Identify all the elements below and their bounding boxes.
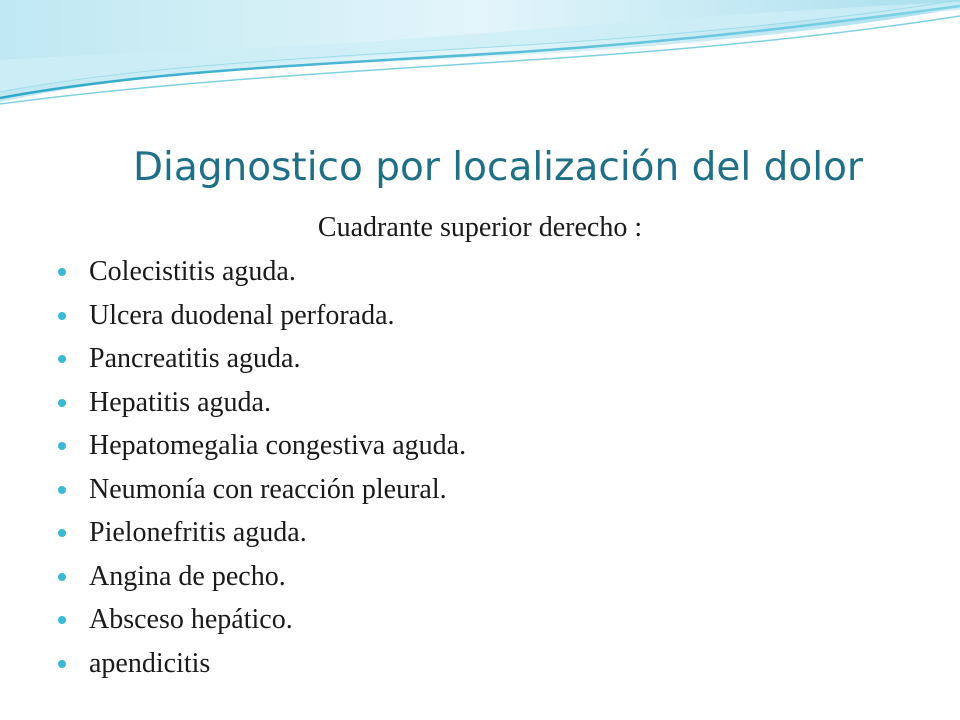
bullet-icon [58, 529, 66, 537]
bullet-icon [58, 486, 66, 494]
bullet-icon [58, 573, 66, 581]
bullet-icon [58, 442, 66, 450]
bullet-icon [58, 616, 66, 624]
list-item-text: Absceso hepático. [89, 604, 293, 635]
bullet-icon [58, 660, 66, 668]
list-item-text: Pancreatitis aguda. [89, 343, 301, 374]
list-item-text: Pielonefritis aguda. [89, 517, 307, 548]
list-item-text: apendicitis [89, 647, 211, 679]
list-item-text: Angina de pecho. [89, 560, 286, 592]
slide-title: Diagnostico por localización del dolor [133, 145, 863, 190]
bullet-icon [58, 355, 66, 363]
header-wave-decoration [0, 0, 960, 120]
bullet-icon [58, 399, 66, 407]
list-item-text: Hepatomegalia congestiva aguda. [89, 430, 467, 461]
list-item-text: Neumonía con reacción pleural. [89, 473, 447, 505]
slide-subtitle: Cuadrante superior derecho : [317, 212, 643, 243]
bullet-icon [58, 312, 66, 320]
list-item-text: Ulcera duodenal perforada. [89, 299, 395, 331]
list-item-text: Hepatitis aguda. [89, 386, 271, 418]
bullet-icon [58, 268, 66, 276]
list-item-text: Colecistitis aguda. [89, 256, 296, 287]
